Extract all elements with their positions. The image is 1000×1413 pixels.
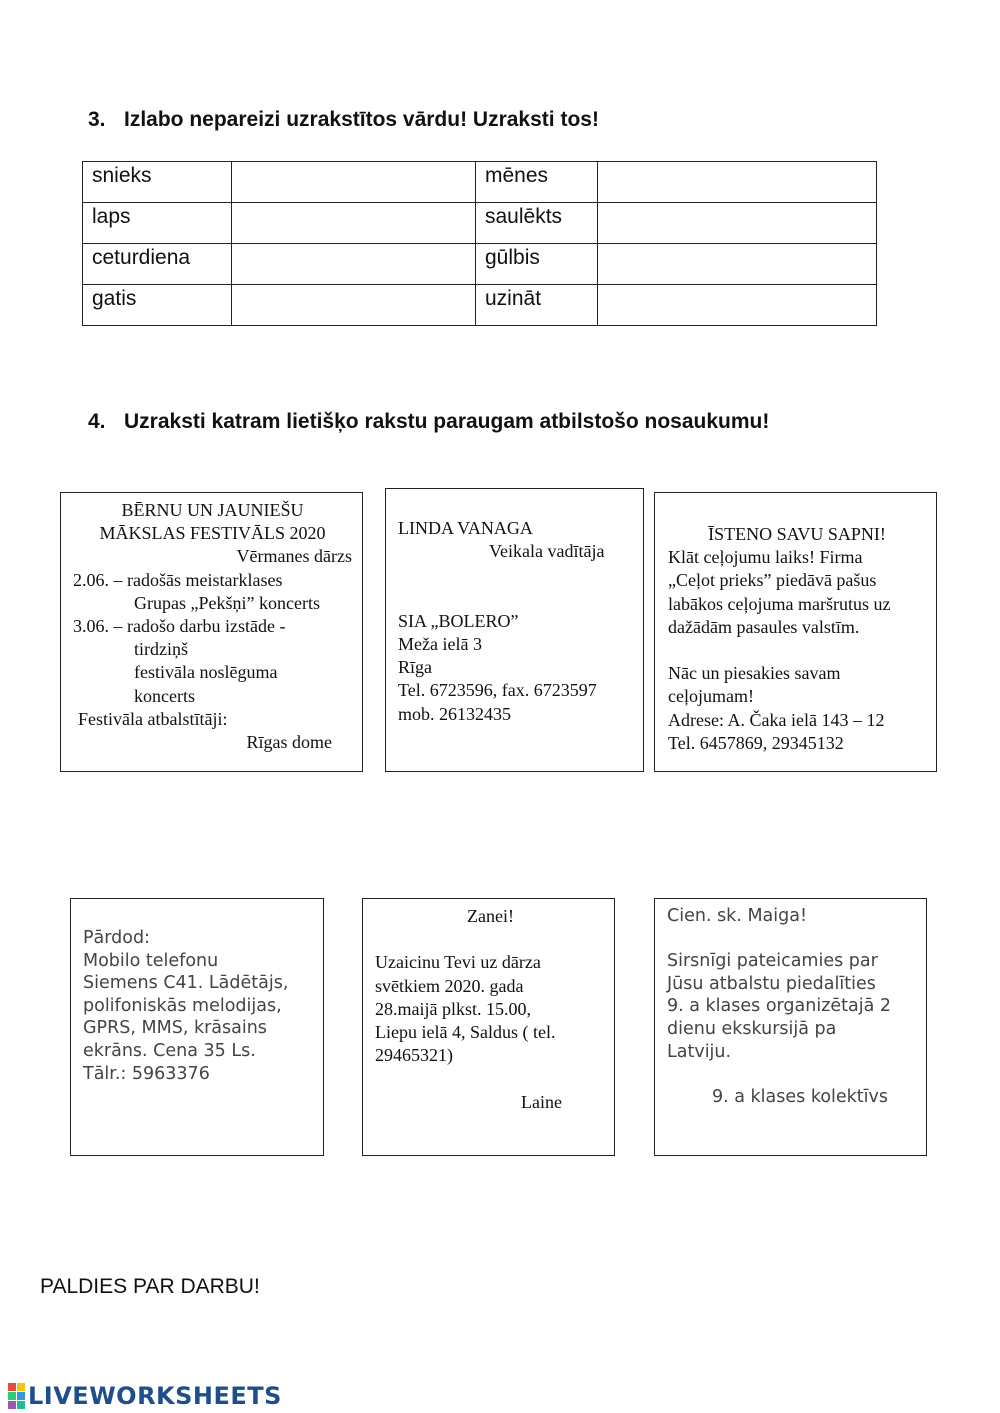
answer-cell xyxy=(598,285,877,326)
answer-input[interactable] xyxy=(607,244,867,278)
card-title: BĒRNU UN JAUNIEŠU xyxy=(121,500,304,520)
answer-cell xyxy=(232,162,476,203)
logo-block xyxy=(8,1392,16,1400)
card-line: Grupas „Pekšņi” koncerts xyxy=(134,592,320,613)
task4-number: 4. xyxy=(88,410,106,433)
card-spacer xyxy=(398,587,633,610)
card-line: SIA „BOLERO” xyxy=(398,610,519,631)
card-greeting: Cien. sk. Maiga! xyxy=(667,906,807,926)
answer-cell xyxy=(232,244,476,285)
answer-input[interactable] xyxy=(241,285,466,319)
answer-input[interactable] xyxy=(607,285,867,319)
card-line: Sirsnīgi pateicamies par xyxy=(667,951,878,972)
card-signature: 9. a klases kolektīvs xyxy=(712,1086,889,1107)
card-line: Rīgas dome xyxy=(246,732,332,753)
card-line: svētkiem 2020. gada xyxy=(375,975,524,996)
card-spacer xyxy=(667,928,918,951)
card-line: 3.06. – radošo darbu izstāde - xyxy=(73,616,286,637)
task4-heading xyxy=(88,410,769,434)
card-greeting: Zanei! xyxy=(467,906,514,926)
answer-input[interactable] xyxy=(241,162,466,196)
sale-notice-card xyxy=(70,898,324,1156)
card-line: GPRS, MMS, krāsains xyxy=(83,1018,267,1039)
logo-block xyxy=(17,1383,25,1391)
thank-you-letter-card xyxy=(654,898,927,1156)
card-line: 29465321) xyxy=(375,1045,453,1066)
travel-advertisement-card xyxy=(654,492,937,772)
table-row xyxy=(83,244,877,285)
card-line: tirdziņš xyxy=(134,639,188,660)
answer-input[interactable] xyxy=(607,162,867,196)
answer-input[interactable] xyxy=(241,203,466,237)
card-title: ĪSTENO SAVU SAPNI! xyxy=(708,524,886,544)
answer-input[interactable] xyxy=(607,203,867,237)
task3-heading xyxy=(88,108,599,132)
card-line: labākos ceļojuma maršrutus uz xyxy=(668,593,891,614)
answer-cell xyxy=(598,162,877,203)
liveworksheets-logo[interactable] xyxy=(8,1382,282,1410)
answer-cell xyxy=(232,285,476,326)
table-row xyxy=(83,203,877,244)
card-line: Klāt ceļojumu laiks! Firma xyxy=(668,547,863,568)
answer-cell xyxy=(598,203,877,244)
card-spacer xyxy=(375,1067,606,1090)
card-line: 28.maijā plkst. 15.00, xyxy=(375,998,531,1019)
logo-block xyxy=(17,1401,25,1409)
card-line: ekrāns. Cena 35 Ls. xyxy=(83,1040,256,1061)
misspelled-word: saulēkts xyxy=(476,203,598,244)
card-line: 2.06. – radošās meistarklases xyxy=(73,569,283,590)
logo-text: LIVEWORKSHEETS xyxy=(28,1382,282,1410)
card-line: dienu ekskursijā pa xyxy=(667,1018,837,1039)
card-line: Pārdod: xyxy=(83,928,150,948)
card-spacer xyxy=(668,639,926,662)
card-line: Siemens C41. Lādētājs, xyxy=(83,973,289,994)
card-line: Mobilo telefonu xyxy=(83,950,219,971)
misspelled-word: ceturdiena xyxy=(83,244,232,285)
card-line: Uzaicinu Tevi uz dārza xyxy=(375,952,541,973)
table-row xyxy=(83,285,877,326)
card-line: Jūsu atbalstu piedalīties xyxy=(667,973,876,994)
logo-block xyxy=(8,1401,16,1409)
word-correction-table xyxy=(82,161,877,326)
card-line: „Ceļot prieks” piedāvā pašus xyxy=(668,570,877,591)
task4-heading-text: Uzraksti katram lietišķo rakstu paraugam atbilstošo nosaukumu! xyxy=(124,410,770,433)
business-card xyxy=(385,488,644,772)
misspelled-word: gūlbis xyxy=(476,244,598,285)
card-line: Rīga xyxy=(398,657,432,678)
card-line: Tel. 6723596, fax. 6723597 xyxy=(398,680,597,701)
card-line: Nāc un piesakies savam xyxy=(668,663,841,684)
card-line: ceļojumam! xyxy=(668,686,754,707)
answer-cell xyxy=(232,203,476,244)
invitation-card xyxy=(362,898,615,1156)
logo-block xyxy=(17,1392,25,1400)
card-line: festivāla noslēguma xyxy=(134,662,278,683)
card-line: Veikala vadītāja xyxy=(489,541,605,562)
answer-input[interactable] xyxy=(241,244,466,278)
card-spacer xyxy=(667,1063,918,1086)
card-line: LINDA VANAGA xyxy=(398,518,533,538)
misspelled-word: mēnes xyxy=(476,162,598,203)
card-spacer xyxy=(398,563,633,586)
misspelled-word: snieks xyxy=(83,162,232,203)
misspelled-word: laps xyxy=(83,203,232,244)
logo-blocks-icon xyxy=(8,1383,25,1409)
card-line: Liepu ielā 4, Saldus ( tel. xyxy=(375,1022,556,1043)
misspelled-word: uzināt xyxy=(476,285,598,326)
card-line: Tel. 6457869, 29345132 xyxy=(668,732,844,753)
card-line: dažādām pasaules valstīm. xyxy=(668,616,860,637)
festival-announcement-card xyxy=(60,492,363,772)
table-row xyxy=(83,162,877,203)
closing-text: PALDIES PAR DARBU! xyxy=(40,1275,260,1298)
card-line: Festivāla atbalstītāji: xyxy=(78,708,228,729)
card-line: mob. 26132435 xyxy=(398,703,512,724)
card-line: Meža ielā 3 xyxy=(398,634,482,655)
task3-number: 3. xyxy=(88,108,106,131)
card-line: Adrese: A. Čaka ielā 143 – 12 xyxy=(668,709,885,730)
task3-heading-text: Izlabo nepareizi uzrakstītos vārdu! Uzraksti tos! xyxy=(124,108,599,131)
card-line: Latviju. xyxy=(667,1041,732,1062)
misspelled-word: gatis xyxy=(83,285,232,326)
card-line: Vērmanes dārzs xyxy=(236,546,352,567)
logo-block xyxy=(8,1383,16,1391)
card-line: koncerts xyxy=(134,685,195,706)
card-title: MĀKSLAS FESTIVĀLS 2020 xyxy=(99,523,326,544)
card-signature: Laine xyxy=(521,1091,562,1112)
card-line: polifoniskās melodijas, xyxy=(83,995,282,1016)
card-line: 9. a klases organizētajā 2 xyxy=(667,996,892,1017)
card-spacer xyxy=(375,928,606,951)
answer-cell xyxy=(598,244,877,285)
card-line: Tālr.: 5963376 xyxy=(83,1063,210,1084)
